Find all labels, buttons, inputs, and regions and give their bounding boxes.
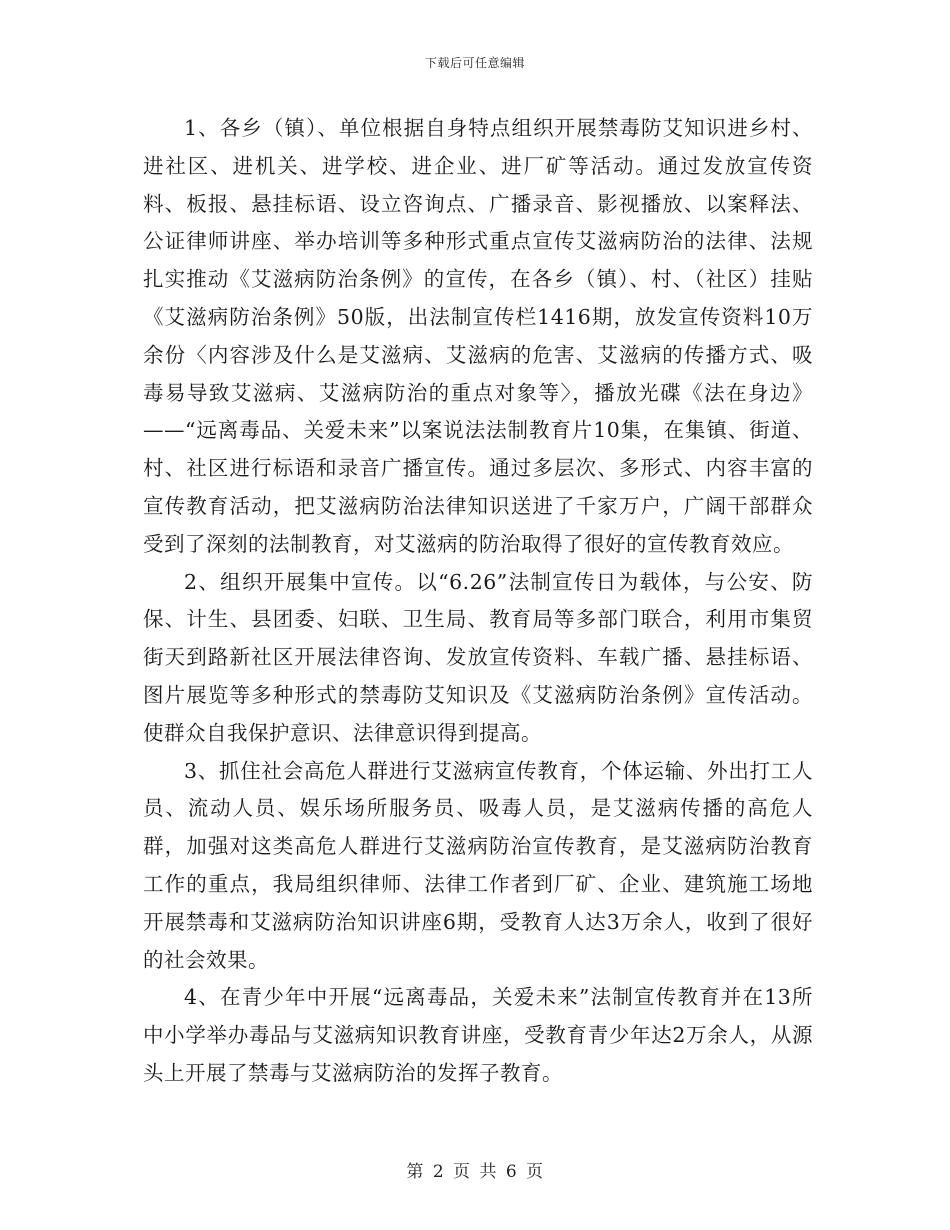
document-body — [143, 110, 813, 1093]
page-header: 下载后可任意编辑 — [424, 56, 525, 70]
page-footer: 第 2 页 共 6 页 — [406, 1162, 544, 1182]
paragraph-3: 3、抓住社会高危人群进行艾滋病宣传教育，个体运输、外出打工人员、流动人员、娱乐场所服务员、吸毒人员，是艾滋病传播的高危人群，加强对这类高危人群进行艾滋病防治宣传教育，是艾滋病防治教育工作的重点，我局组织律师、法律工作者到厂矿、企业、建筑施工场地开展禁毒和艾滋病防治知识讲座6期，受教育人达3万余人，收到了很好的社会效果。 — [143, 758, 813, 972]
paragraph-1: 1、各乡（镇）、单位根据自身特点组织开展禁毒防艾知识进乡村、进社区、进机关、进学校、进企业、进厂矿等活动。通过发放宣传资料、板报、悬挂标语、设立咨询点、广播录音、影视播放、以案释法、公证律师讲座、举办培训等多种形式重点宣传艾滋病防治的法律、法规扎实推动《艾滋病防治条例》的宣传，在各乡（镇）、村、（社区）挂贴《艾滋病防治条例》50版，出法制宣传栏1416期，放发宣传资料10万余份〈内容涉及什么是艾滋病、艾滋病的危害、艾滋病的传播方式、吸毒易导致艾滋病、艾滋病防治的重点对象等〉，播放光碟《法在身边》——“远离毒品、关爱未来”以案说法法制教育片10集，在集镇、街道、村、社区进行标语和录音广播宣传。通过多层次、多形式、内容丰富的宣传教育活动，把艾滋病防治法律知识送进了千家万户，广阔干部群众受到了深刻的法制教育，对艾滋病的防治取得了很好的宣传教育效应。 — [143, 116, 813, 556]
paragraph-2: 2、组织开展集中宣传。以“6.26”法制宣传日为载体，与公安、防保、计生、县团委、妇联、卫生局、教育局等多部门联合，利用市集贸街天到路新社区开展法律咨询、发放宣传资料、车载广播、悬挂标语、图片展览等多种形式的禁毒防艾知识及《艾滋病防治条例》宣传活动。使群众自我保护意识、法律意识得到提高。 — [143, 569, 813, 745]
paragraph-4: 4、在青少年中开展“远离毒品，关爱未来”法制宣传教育并在13所中小学举办毒品与艾滋病知识教育讲座，受教育青少年达2万余人，从源头上开展了禁毒与艾滋病防治的发挥子教育。 — [143, 985, 813, 1085]
